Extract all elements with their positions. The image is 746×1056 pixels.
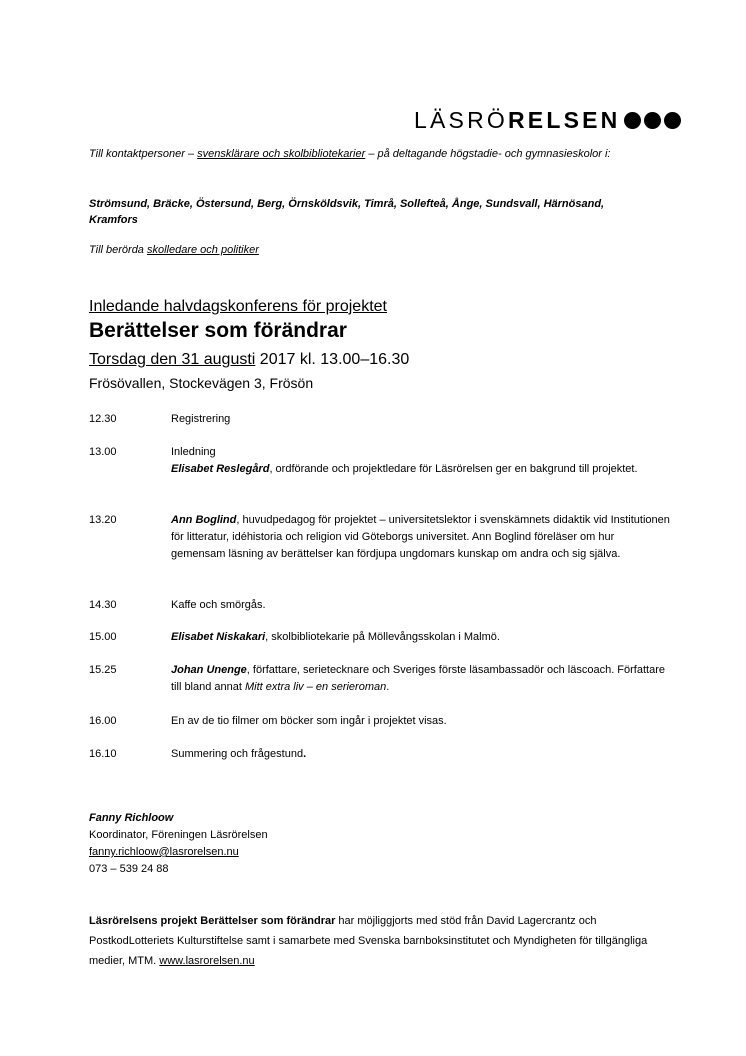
logo-dots [624,112,681,129]
speaker-desc: , huvudpedagog för projektet – universitetslektor i svenskämnets didaktik vid Institutionen för litteratur, idéhistoria och religion vid Göteborgs universitet. Ann Boglind föreläser om hur gemensam läsning av berättelser kan fördjupa ungdomars kunskap om andra och sig själva. [171,514,670,560]
program-item [89,444,689,478]
speaker-name: Elisabet Niskakari [171,631,266,643]
cities-list: Strömsund, Bräcke, Östersund, Berg, Örnsköldsvik, Timrå, Sollefteå, Ånge, Sundsvall, Härnösand, Kramfors [89,198,605,226]
program-desc [171,629,671,646]
signature-name: Fanny Richloow [89,812,174,824]
program-line: Inledning [171,446,216,458]
program-item [89,629,689,646]
officials-line [89,242,629,258]
conference-subtitle: Inledande halvdagskonferens för projektet [89,298,387,315]
book-title: Mitt extra liv – en serieroman [245,681,387,693]
contact-prefix: Till kontaktpersoner – [89,148,198,160]
logo-dot [664,112,681,129]
contact-link: svensklärare och skolbibliotekarier [197,148,366,160]
conference-date-time: 2017 kl. 13.00–16.30 [255,351,410,368]
speaker-name: Elisabet Reslegård [171,463,270,475]
contact-intro [89,146,629,162]
program-time: 16.00 [89,715,117,727]
conference-date-day: Torsdag den 31 augusti [89,351,256,368]
speaker-desc-tail: . [386,681,390,693]
brand-logo [414,106,681,134]
logo-dot [624,112,641,129]
speaker-desc: , författare, serietecknare och Sveriges förste läsambassadör och läscoach. Författare till bland annat [171,664,665,693]
program-item [89,597,689,614]
speaker-name: Ann Boglind [171,514,237,526]
logo-text-light: LÄSRÖ [414,106,508,133]
program-desc [171,662,671,696]
program-item [89,713,689,730]
program-item [89,512,689,563]
program-desc [171,512,671,563]
program-time: 13.20 [89,514,117,526]
conference-title: Berättelser som förändrar [89,319,347,342]
program-time: 15.00 [89,631,117,643]
program-item [89,746,689,763]
program-desc: Kaffe och smörgås. [171,599,266,611]
signature-phone: 073 – 539 24 88 [89,863,169,875]
program-speaker-text [171,461,671,478]
footer-note [89,911,649,971]
footer-bold: Läsrörelsens projekt Berättelser som förändrar [89,915,336,927]
conference-venue: Frösövallen, Stockevägen 3, Frösön [89,375,314,391]
program-desc [171,746,671,763]
program-desc [171,444,671,478]
program-line-tail: . [303,748,307,760]
officials-prefix: Till berörda [89,244,147,256]
signature-block [89,810,489,878]
footer-text: har möjliggjorts med stöd från David Lagercrantz och PostkodLotteriets Kulturstiftelse samt i samarbete med Svenska barnboksinstitutet och Myndigheten för tillgängliga medier, MTM. [89,915,648,967]
speaker-name: Johan Unenge [171,664,247,676]
conference-date [89,351,409,369]
program-time: 15.25 [89,664,117,676]
speaker-desc: , ordförande och projektledare för Läsrörelsen ger en bakgrund till projektet. [269,463,638,475]
program-item [89,662,689,696]
program-time: 13.00 [89,446,117,458]
signature-email-link[interactable]: fanny.richloow@lasrorelsen.nu [89,846,239,858]
logo-text-bold: RELSEN [507,106,621,133]
program-desc: En av de tio filmer om böcker som ingår i projektet visas. [171,715,447,727]
footer-website-link[interactable]: www.lasrorelsen.nu [159,955,255,967]
program-desc: Registrering [171,413,231,425]
program-time: 16.10 [89,748,117,760]
program-time: 12.30 [89,413,117,425]
contact-suffix: – på deltagande högstadie- och gymnasieskolor i: [365,148,611,160]
officials-link: skolledare och politiker [146,244,259,256]
program-item [89,411,689,428]
signature-role: Koordinator, Föreningen Läsrörelsen [89,829,268,841]
program-line: Summering och frågestund [171,748,304,760]
speaker-desc: , skolbibliotekarie på Möllevångsskolan i Malmö. [265,631,500,643]
logo-dot [644,112,661,129]
program-time: 14.30 [89,599,117,611]
